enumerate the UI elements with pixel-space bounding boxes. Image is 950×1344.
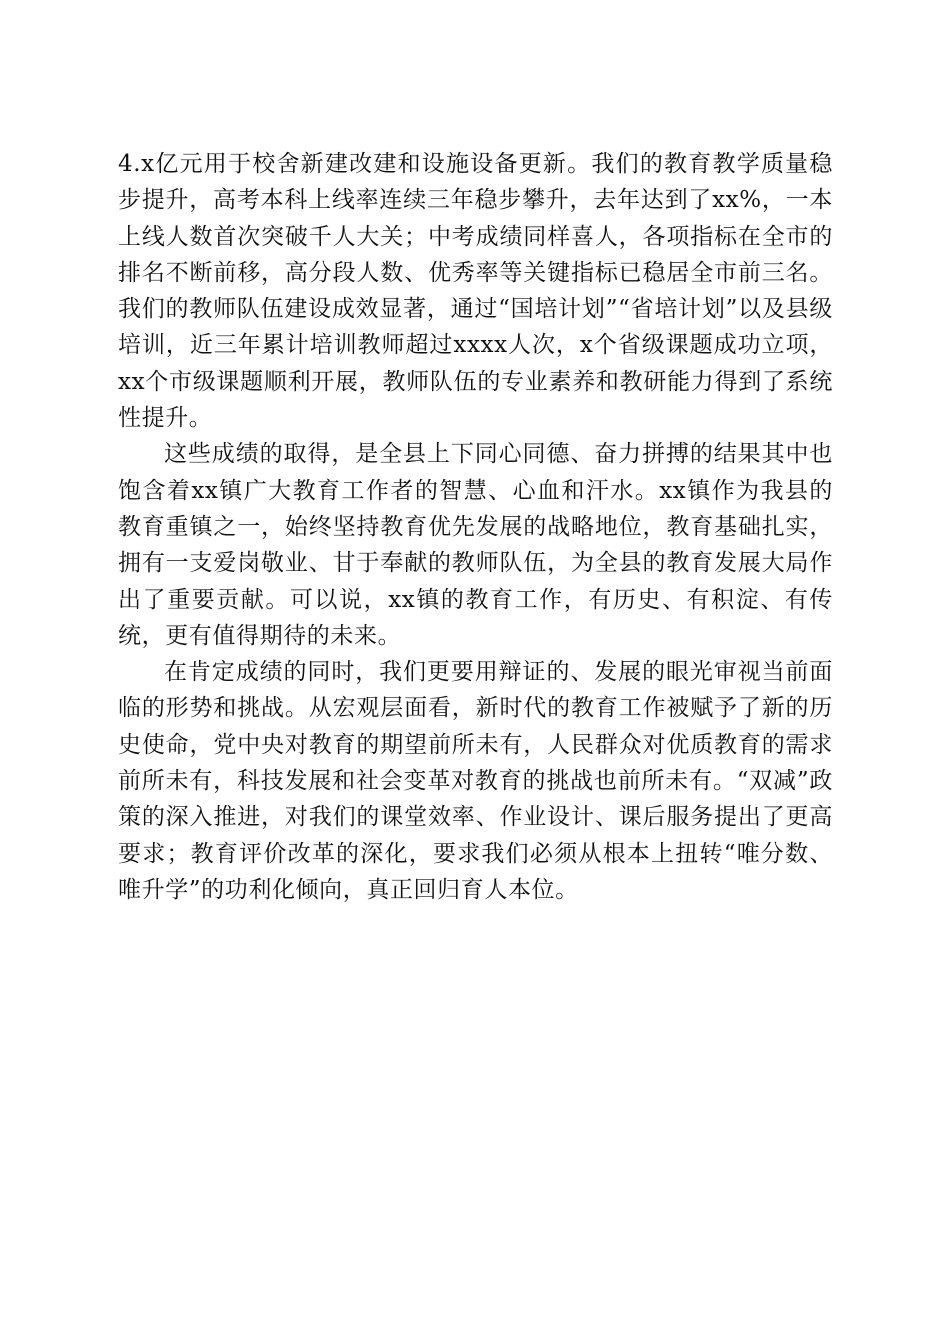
paragraph-1: 4.x亿元用于校舍新建改建和设施设备更新。我们的教育教学质量稳步提升，高考本科上线率连续三年稳步攀升，去年达到了xx%，一本上线人数首次突破千人大关；中考成绩同样喜人，各项指标在全市的排名不断前移，高分段人数、优秀率等关键指标已稳居全市前三名。我们的教师队伍建设成效显著，通过“国培计划”“省培计划”以及县级培训，近三年累计培训教师超过xxxx人次，x个省级课题成功立项，xx个市级课题顺利开展，教师队伍的专业素养和教研能力得到了系统性提升。 — [118, 151, 833, 432]
paragraph-3: 在肯定成绩的同时，我们更要用辩证的、发展的眼光审视当前面临的形势和挑战。从宏观层面看，新时代的教育工作被赋予了新的历史使命，党中央对教育的期望前所未有，人民群众对优质教育的需求前所未有，科技发展和社会变革对教育的挑战也前所未有。“双减”政策的深入推进，对我们的课堂效率、作业设计、课后服务提出了更高要求；教育评价改革的深化，要求我们必须从根本上扭转“唯分数、唯升学”的功利化倾向，真正回归育人本位。 — [118, 659, 833, 903]
paragraph-2: 这些成绩的取得，是全县上下同心同德、奋力拼搏的结果其中也饱含着xx镇广大教育工作者的智慧、心血和汗水。xx镇作为我县的教育重镇之一，始终坚持教育优先发展的战略地位，教育基础扎实，拥有一支爱岗敬业、甘于奉献的教师队伍，为全县的教育发展大局作出了重要贡献。可以说，xx镇的教育工作，有历史、有积淀、有传统，更有值得期待的未来。 — [118, 441, 833, 649]
document-body — [118, 146, 833, 908]
